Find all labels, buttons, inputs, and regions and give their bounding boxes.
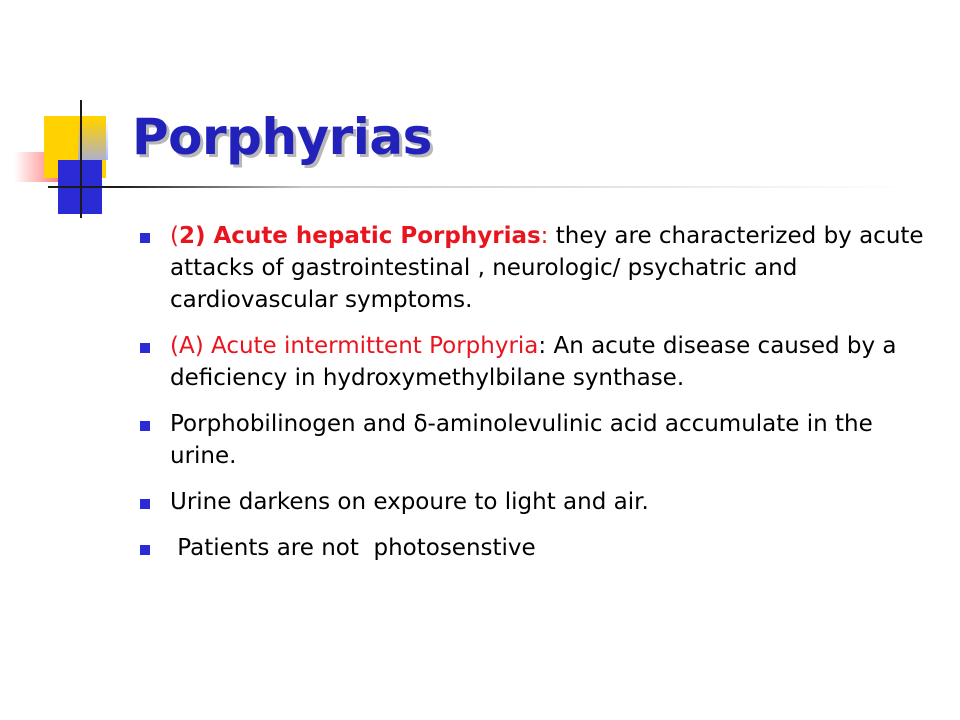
square-bullet-icon [140, 233, 150, 243]
bullet-text: Patients are not photosenstive [170, 535, 536, 561]
square-bullet-icon [140, 499, 150, 509]
bullet-text: An acute disease caused by a deficiency in hydroxymethylbilane synthase. [170, 333, 897, 391]
bullet-item [136, 220, 926, 316]
bullet-text: they are characterized by acute attacks of gastrointestinal , neurologic/ psychatric and cardiovascular symptoms. [170, 223, 924, 313]
decorative-blue-fade [78, 120, 108, 160]
bullet-item [136, 532, 926, 564]
bullet-open-paren: ( [170, 223, 179, 249]
decorative-vertical-line [80, 100, 82, 218]
square-bullet-icon [140, 545, 150, 555]
bullet-item [136, 486, 926, 518]
bullet-colon: : [538, 333, 547, 359]
bullet-list [136, 220, 926, 578]
bullet-text: Porphobilinogen and δ-aminolevulinic acid accumulate in the urine. [170, 411, 873, 469]
bullet-item [136, 408, 926, 472]
square-bullet-icon [140, 343, 150, 353]
bullet-heading: (A) Acute intermittent Porphyria [170, 333, 539, 359]
title-underline [48, 186, 912, 188]
bullet-text: Urine darkens on expoure to light and air. [170, 489, 649, 515]
bullet-colon: : [540, 223, 549, 249]
square-bullet-icon [140, 421, 150, 431]
bullet-item [136, 330, 926, 394]
bullet-heading: 2) Acute hepatic Porphyrias [178, 223, 541, 249]
slide-title: Porphyrias [132, 108, 432, 166]
